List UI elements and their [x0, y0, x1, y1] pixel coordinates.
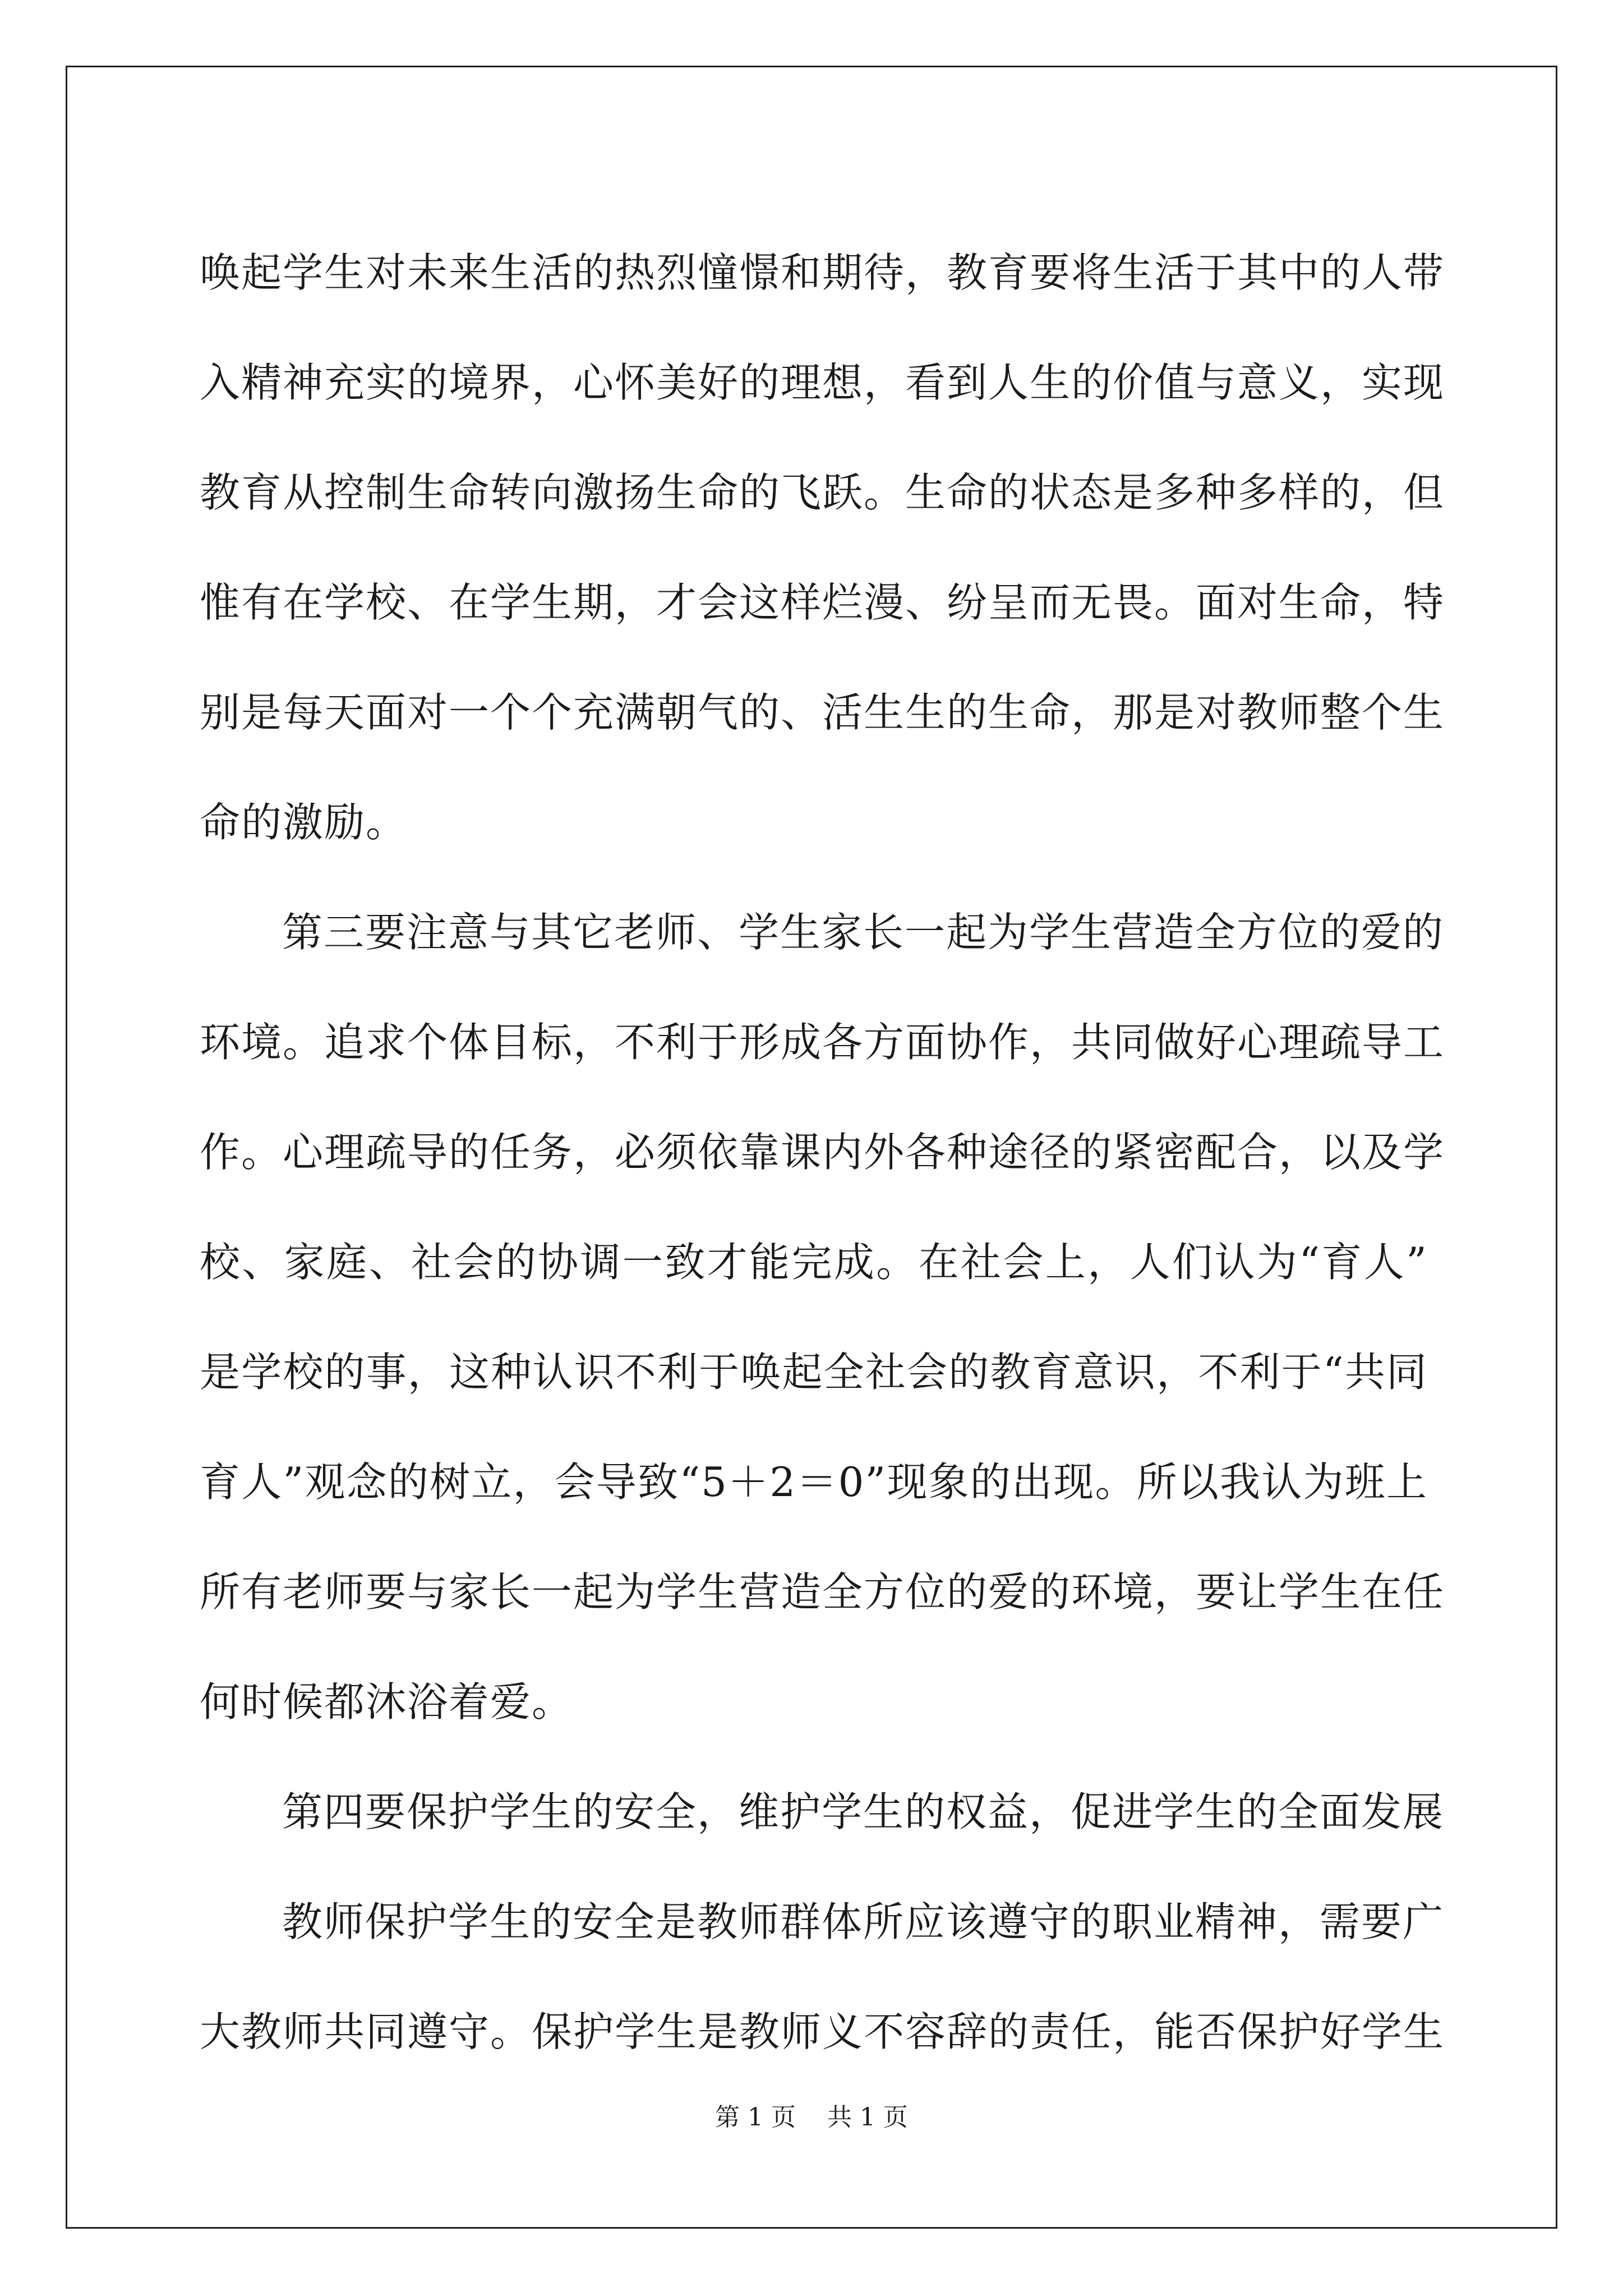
- paragraph-first-line: 第三要注意与其它老师、学生家长一起为学生营造全方位的爱的: [282, 909, 1445, 956]
- text-line: 命的激励。: [200, 799, 408, 846]
- text-line: 何时候都沐浴着爱。: [200, 1678, 574, 1726]
- page-number-footer: 第 1 页 共 1 页: [715, 2103, 908, 2132]
- text-line: 是学校的事，这种认识不利于唤起全社会的教育意识，不利于“共同: [200, 1349, 1428, 1396]
- document-body: [200, 218, 1445, 2087]
- text-line: 作。心理疏导的任务，必须依靠课内外各种途径的紧密配合，以及学: [200, 1129, 1445, 1176]
- text-line: 别是每天面对一个个充满朝气的、活生生的生命，那是对教师整个生: [200, 689, 1445, 736]
- text-line: 教育从控制生命转向激扬生命的飞跃。生命的状态是多种多样的，但: [200, 469, 1445, 516]
- text-line: 大教师共同遵守。保护学生是教师义不容辞的责任，能否保护好学生: [200, 2008, 1445, 2055]
- text-line: 所有老师要与家长一起为学生营造全方位的爱的环境，要让学生在任: [200, 1568, 1445, 1616]
- text-line: 校、家庭、社会的协调一致才能完成。在社会上，人们认为“育人”: [200, 1239, 1428, 1286]
- text-line: 入精神充实的境界，心怀美好的理想，看到人生的价值与意义，实现: [200, 359, 1445, 406]
- text-line: 惟有在学校、在学生期，才会这样烂漫、纷呈而无畏。面对生命，特: [200, 579, 1445, 626]
- text-line: 育人”观念的树立，会导致“5＋2＝0”现象的出现。所以我认为班上: [200, 1458, 1428, 1506]
- paragraph-heading: 第四要保护学生的安全，维护学生的权益，促进学生的全面发展: [282, 1788, 1445, 1835]
- paragraph-first-line: 教师保护学生的安全是教师群体所应该遵守的职业精神，需要广: [282, 1898, 1445, 1945]
- text-line: 环境。追求个体目标，不利于形成各方面协作，共同做好心理疏导工: [200, 1019, 1445, 1066]
- text-line: 唤起学生对未来生活的热烈憧憬和期待，教育要将生活于其中的人带: [200, 249, 1445, 296]
